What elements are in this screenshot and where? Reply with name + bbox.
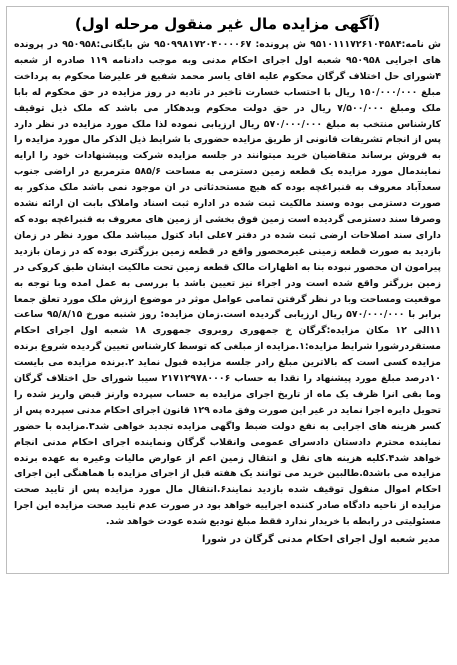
notice-signature: مدیر شعبه اول اجرای احکام مدنی گرگان در شورا [202,534,440,546]
auction-notice [6,6,449,574]
notice-title: (آگهی مزایده مال غیر منقول مرحله اول) [74,15,381,33]
notice-body: ش نامه:۹۵۱۰۱۱۱۷۲۶۱۰۴۵۸۴ ش پرونده: ۹۵۰۹۹۸۱۷۲۰۴۰۰۰۰۶۷ ش بایگانی:۹۵۰۹۵۸ در پرونده های اجرایی ۹۵۰۹۵۸ شعبه اول اجرای احکام مدنی وبه موجب دادنامه ۱۱۹ صادره از شعبه ۴شورای حل اختلاف گرگان محکوم علیه اقای یاسر محمد شفیع فر علیرضا محکوم به پرداخت مبلغ ۱۵۰/۰۰۰/۰۰۰ ریال با احتساب خسارت تاخیر در تادیه در روز مزایده در حق محکوم له بابا ملک ومبلغ ۷/۵۰۰/۰۰۰ ریال در حق دولت محکوم وبدهکار می باشد که ملک ذیل توقیف کارشناس منتخب به مبلغ ۵۷۰/۰۰۰/۰۰۰ ریال ارزیابی نموده لذا ملک مورد مزایده در نظر دارد پس از انجام تشریفات قانونی از طریق مزایده حضوری با شرایط ذیل الذکر مال مورد مزایده را به فروش برساند متقاضیان خرید میتوانند در جلسه مزایده شرکت وپیشنهادات خود را ارایه نمایندمال مورد مزایده یک قطعه زمین دستزمی به مساحت ۵۸۵/۶ مترمربع در اراضی جنوب سعدآباد معروف به قنبراغچه بوده که هیچ مستحدثاتی در ان موجود نمی باشد ملک مذکور به صورت دستزمی بوده وسند مالکیت ثبت شده در اداره ثبت اسناد واملاک بابت ان ارائه نشده وصرفا سند دستزمی گردیده است زمین فوق بخشی از زمین های معروف به قنبراغچه بوده که دارای سند اصلاحات ارضی ثبت شده در دفتر ۷علی اباد کتول میباشد ملک مورد نظر در زمان بازدید به صورت قطعه زمینی غیرمحصور واقع در قطعه زمین بزرگتری بوده که در زمان بازدید پیرامون ان محصور نبوده بنا به اظهارات مالک قطعه زمین تحت مالکیت ایشان طبق کروکی در زمین بزرگتر واقع شده است ودر اجراء نیز تعیین باشد با بررسی به عمل امده وبا توجه به موقعیت ومساحت وبا در نظر گرفتن تمامی عوامل موثر در موضوع ارزش ملک مورد تعلق جمعا برابر با ۵۷۰/۰۰۰/۰۰۰ ریال ارزیابی گردیده است.زمان مزایده: روز شنبه مورخ ۹۵/۸/۱۵ ساعت ۱۱الی ۱۲ مکان مزایده:گرگان خ جمهوری روبروی جمهوری ۱۸ شعبه اول اجرای احکام مستقردرشورا شرایط مزایده:۱.مزایده از مبلغی که توسط کارشناس تعیین گردیده شروع برنده مزایده کسی است که بالاترین مبلغ رادر جلسه مزایده قبول نماید ۲.برنده مزایده می بایست ۱۰درصد مبلغ مورد پیشنهاد را نقدا به حساب ۲۱۷۱۲۹۷۸۰۰۰۶ سیبا شورای حل اختلاف گرگان وما بقی انرا ظرف یک ماه از تاریخ اجرای مزایده به حساب سپرده وارنز قبض واریز شده را تحویل دایره اجرا نماید در غیر این صورت وفق ماده ۱۲۹ قانون اجرای احکام مدنی سپرده پس از کسر هزینه های اجرایی به نفع دولت ضبط واگهی مزایده تجدید خواهی شد۳.مزایده با حضور نماینده محترم دادستان دادسرای عمومی وانقلاب گرگان ونماینده اجرای احکام مدنی انجام خواهد شد۴.کلیه هزینه های نقل و انتقال زمین اعم از عوارض مالیات وغیره به عهده برنده مزایده می باشد۵.طالبین خرید می توانند یک هفته قبل از اجرای مزایده با هماهنگی این اجرای احکام اموال منقول توقیف شده بازدید نمایند۶.انتقال مال مورد مزایده پس از تایید صحت مزایده از ناحیه دادگاه صادر کننده اجراییه خواهد بود در صورت عدم تایید صحت مزایده این اجرا مسئولیتی در رابطه با خریدار ندارد فقط مبلغ تودیع شده عودت خواهد شد. [14,39,442,528]
